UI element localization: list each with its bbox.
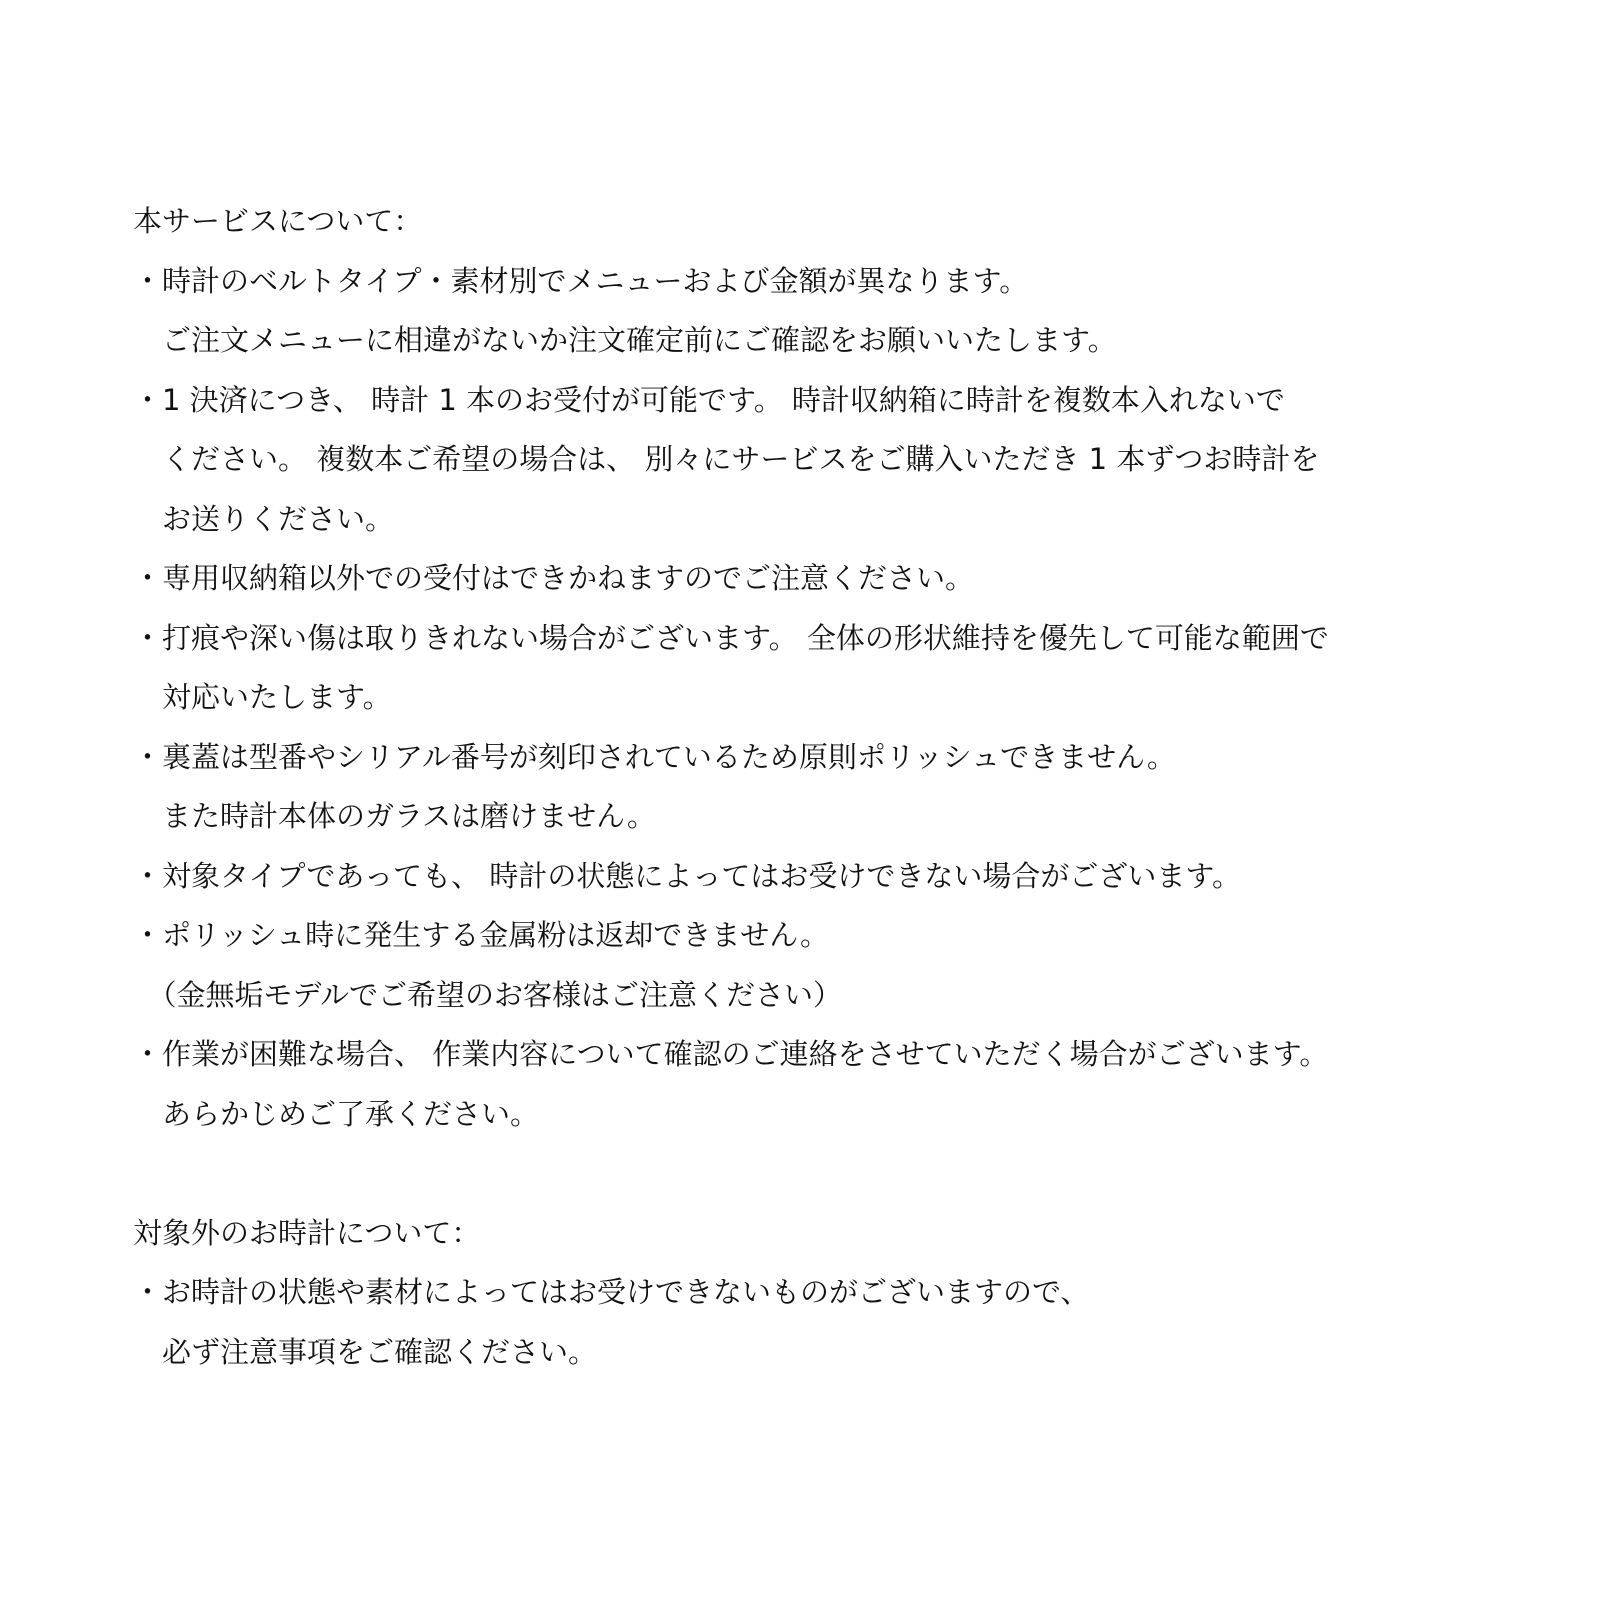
notice-document [133, 192, 1573, 1382]
notice-line: ・打痕や深い傷は取りきれない場合がございます。 全体の形状維持を優先して可能な範囲で [133, 620, 1329, 655]
notice-line: ・対象タイプであっても、 時計の状態によってはお受けできない場合がございます。 [133, 858, 1242, 893]
notice-line: 必ず注意事項をご確認ください。 [133, 1334, 598, 1369]
section-excluded [133, 1204, 1573, 1383]
notice-line: ・1 決済につき、 時計 1 本のお受付が可能です。 時計収納箱に時計を複数本入れないで [133, 382, 1285, 417]
notice-line: ・裏蓋は型番やシリアル番号が刻印されているため原則ポリッシュできません。 [133, 739, 1176, 774]
section-service [133, 192, 1573, 1144]
notice-line: 対応いたします。 [133, 680, 392, 714]
notice-line: ・ポリッシュ時に発生する金属粉は返却できません。 [133, 918, 830, 952]
notice-line: ご注文メニューに相違がないか注文確定前にご確認をお願いいたします。 [133, 323, 1117, 357]
notice-line: また時計本体のガラスは磨けません。 [133, 799, 656, 833]
notice-line: ・時計のベルトタイプ・素材別でメニューおよび金額が異なります。 [133, 263, 1029, 298]
notice-line: お送りください。 [133, 501, 395, 536]
section-heading: 本サービスについて： [133, 204, 423, 238]
notice-line: ・作業が困難な場合、 作業内容について確認のご連絡をさせていただく場合がございます。 [133, 1037, 1329, 1071]
notice-line: （金無垢モデルでご希望のお客様はご注意ください） [133, 977, 843, 1012]
notice-line: あらかじめご了承ください。 [133, 1096, 540, 1131]
notice-line: ・専用収納箱以外での受付はできかねますのでご注意ください。 [133, 561, 975, 595]
section-spacer [133, 1144, 1573, 1204]
notice-line: ください。 複数本ご希望の場合は、 別々にサービスをご購入いただき 1 本ずつお時計を [133, 442, 1320, 476]
notice-line: ・お時計の状態や素材によってはお受けできないものがございますので、 [133, 1275, 1090, 1309]
section-heading: 対象外のお時計について： [133, 1215, 481, 1250]
